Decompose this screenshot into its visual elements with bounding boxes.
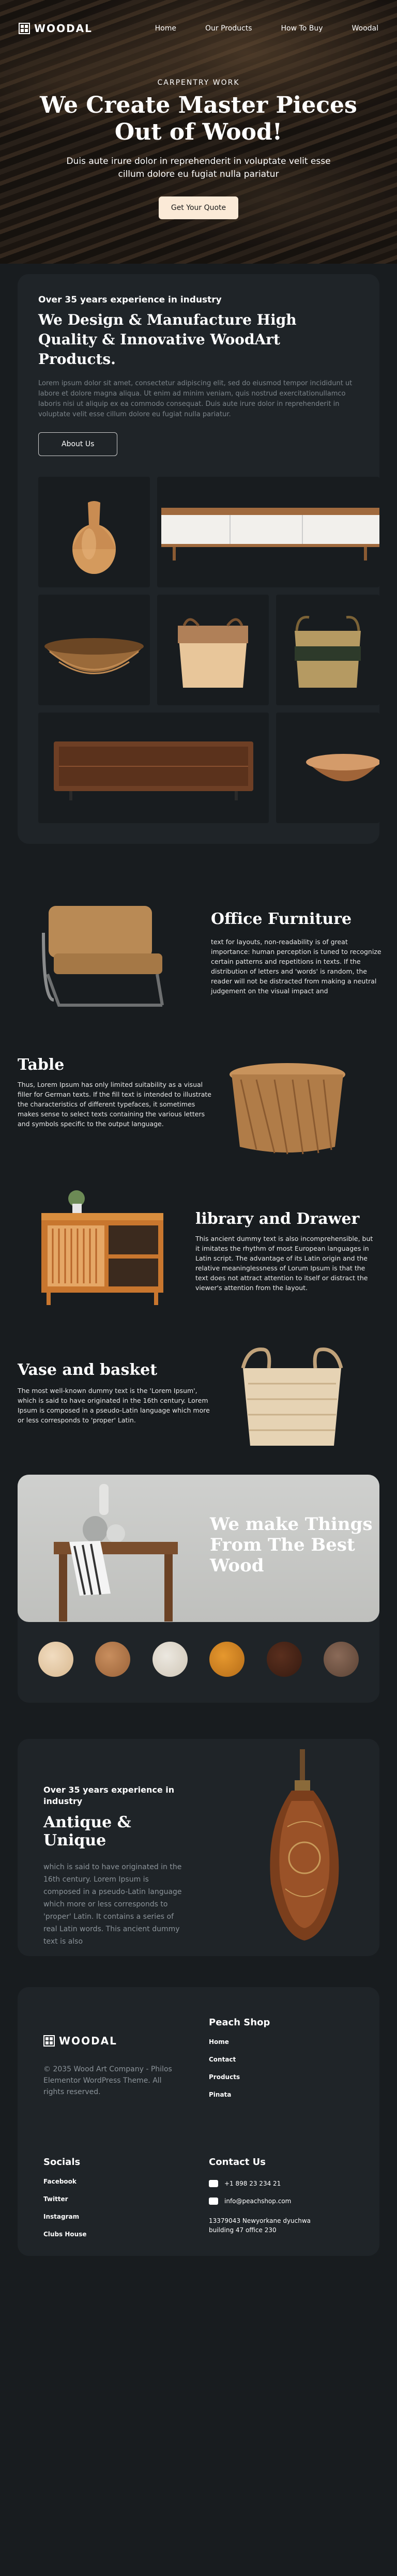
woven-basket-image	[233, 1332, 352, 1456]
address-text: 13379043 Newyorkane dyuchwa building 47 office 230	[209, 2217, 311, 2234]
footer-socials	[43, 2157, 86, 2238]
footer-link-pinata[interactable]: Pinata	[209, 2091, 232, 2098]
swatch-mahogany[interactable]	[267, 1642, 302, 1677]
social-link-twitter[interactable]: Twitter	[43, 2195, 68, 2203]
gallery-bowl[interactable]	[38, 595, 150, 705]
about-eyebrow: Over 35 years experience in industry	[38, 295, 222, 305]
antique-body: which is said to have originated in the 16th century. Lorem Ipsum is composed in a pseudo-Latin language which more or less corresponds to 'proper' Latin. It contains a series of real Latin words. This ancient dummy text is also	[43, 1863, 182, 1946]
wood-swatches	[18, 1622, 379, 1677]
gallery-basket-1[interactable]	[157, 595, 269, 705]
bowl-image	[38, 595, 150, 705]
hero-title	[0, 92, 397, 146]
promo-title-line1: We make Things	[210, 1514, 373, 1535]
social-link-clubhouse[interactable]: Clubs House	[43, 2231, 87, 2238]
hero-title-line1: We Create Master Pieces	[40, 92, 357, 118]
brand-logo[interactable]	[19, 22, 93, 35]
logo-icon	[43, 2035, 55, 2047]
vase-image	[38, 477, 150, 587]
nav-item-woodal[interactable]: Woodal	[352, 24, 378, 33]
swatch-ash[interactable]	[152, 1642, 188, 1677]
brand-name: WOODAL	[34, 22, 93, 35]
cabinet-image	[38, 713, 269, 823]
feature-table	[0, 1014, 397, 1164]
feature-text: text for layouts, non-readability is of great importance: human perception is tuned to recognize certain patterns and repetitions in texts. If the distribution of letters and 'words' is random, the reader will not be distracted from making a neutral judgement on the visual impact and	[211, 938, 381, 995]
footer-link-home[interactable]: Home	[209, 2038, 229, 2045]
footer-copyright: © 2035 Wood Art Company - Philos Elementor WordPress Theme. All rights reserved.	[43, 2065, 172, 2096]
swatch-teak[interactable]	[209, 1642, 245, 1677]
email-address: info@peachshop.com	[224, 2198, 292, 2205]
footer-shop	[209, 2017, 270, 2098]
antique-eyebrow: Over 35 years experience in industry	[43, 1785, 175, 1806]
feature-title: Vase and basket	[18, 1361, 158, 1379]
gallery-wood-bowl[interactable]	[276, 713, 379, 823]
antique-title: Antique & Unique	[43, 1813, 131, 1850]
feature-text: Thus, Lorem Ipsum has only limited suitability as a visual filler for German texts. If the fill text is intended to illustrate the characteristics of different typefaces, it sometimes makes sense to select texts containing the various letters and symbols specific to the output language.	[18, 1081, 211, 1128]
promo-banner	[18, 1475, 379, 1622]
gallery-vase[interactable]	[38, 477, 150, 587]
social-link-instagram[interactable]: Instagram	[43, 2213, 80, 2220]
powder-flask-image	[255, 1749, 354, 1946]
product-gallery	[18, 456, 379, 823]
contact-title: Contact Us	[209, 2157, 266, 2168]
swatch-walnut-light[interactable]	[95, 1642, 130, 1677]
antique-section	[18, 1739, 379, 1956]
promo-title	[210, 1514, 372, 1576]
stool-vase-image	[38, 1480, 193, 1622]
shop-title: Peach Shop	[209, 2017, 270, 2028]
phone-number: +1 898 23 234 21	[224, 2180, 281, 2187]
top-nav	[0, 0, 397, 57]
feature-title: library and Drawer	[195, 1210, 360, 1228]
socials-title: Socials	[43, 2157, 81, 2168]
nav-item-home[interactable]: Home	[155, 24, 176, 33]
sideboard-image	[157, 477, 379, 587]
gallery-basket-2[interactable]	[276, 595, 379, 705]
contact-phone[interactable]	[209, 2180, 359, 2187]
feature-text: The most well-known dummy text is the 'Lorem Ipsum', which is said to have originated in the 16th century. Lorem Ipsum is composed in a pseudo-Latin language which more or less corresponds to 'proper' Latin.	[18, 1387, 210, 1424]
feature-text: This ancient dummy text is also incomprehensible, but it imitates the rhythm of most European languages in Latin script. The advantage of its Latin origin and the relative meaninglessness of Lorum Ipsum is that the text does not attract attention to itself or distract the viewer's attention from the layout.	[195, 1235, 373, 1292]
hero-content	[0, 57, 397, 219]
about-body: Lorem ipsum dolor sit amet, consectetur adipiscing elit, sed do eiusmod tempor incididunt ut labore et dolore magna aliqua. Ut enim ad minim veniam, quis nostrud exercitationullamco laboris nisi ut aliquip ex ea commodo consequat. Duis aute irure dolor in reprehenderit in voluptate velit esse cillum dolore eu fugiat nulla pariatur.	[38, 380, 353, 418]
gallery-cabinet[interactable]	[38, 713, 269, 823]
hero-section	[0, 0, 397, 264]
hero-eyebrow: CARPENTRY WORK	[157, 79, 240, 87]
promo-section	[18, 1475, 379, 1703]
contact-email[interactable]	[209, 2198, 359, 2205]
phone-icon	[209, 2180, 218, 2187]
feature-library	[0, 1164, 397, 1314]
social-link-facebook[interactable]: Facebook	[43, 2178, 77, 2185]
footer-contact	[209, 2157, 359, 2235]
rattan-table-image	[225, 1059, 349, 1157]
rattan-chair-image	[33, 897, 178, 1010]
mail-icon	[209, 2198, 218, 2205]
about-panel	[18, 274, 379, 844]
page-bottom-spacer	[0, 2256, 397, 2287]
basket-image	[276, 595, 379, 705]
wood-bowl-image	[276, 713, 379, 823]
feature-title: Table	[18, 1056, 65, 1074]
brand-name: WOODAL	[59, 2035, 117, 2047]
hero-subtitle: Duis aute irure dolor in reprehenderit in voluptate velit esse cillum dolore eu fugiat nulla pariatur	[66, 156, 331, 179]
nav-item-products[interactable]: Our Products	[205, 24, 252, 33]
footer-link-contact[interactable]: Contact	[209, 2056, 236, 2063]
footer-logo[interactable]	[43, 2035, 117, 2047]
feature-vase-basket	[0, 1314, 397, 1464]
promo-title-line2: From The Best	[210, 1535, 355, 1555]
library-shelf-image	[36, 1185, 165, 1314]
feature-office-furniture	[0, 865, 397, 1014]
main-menu	[155, 24, 378, 33]
site-footer	[18, 1987, 379, 2256]
promo-title-line3: Wood	[210, 1555, 264, 1576]
footer-link-products[interactable]: Products	[209, 2073, 240, 2081]
logo-icon	[19, 23, 30, 34]
antique-text	[43, 1784, 188, 1948]
gallery-sideboard[interactable]	[157, 477, 379, 587]
hero-title-line2: Out of Wood!	[114, 119, 283, 145]
about-us-button[interactable]: About Us	[38, 432, 117, 456]
about-title: We Design & Manufacture High Quality & Innovative WoodArt Products.	[38, 311, 297, 368]
get-quote-button[interactable]: Get Your Quote	[159, 196, 238, 219]
feature-title: Office Furniture	[211, 910, 352, 928]
nav-item-how-to-buy[interactable]: How To Buy	[281, 24, 323, 33]
swatch-maple[interactable]	[38, 1642, 73, 1677]
basket-image	[157, 595, 269, 705]
swatch-oak-dark[interactable]	[324, 1642, 359, 1677]
